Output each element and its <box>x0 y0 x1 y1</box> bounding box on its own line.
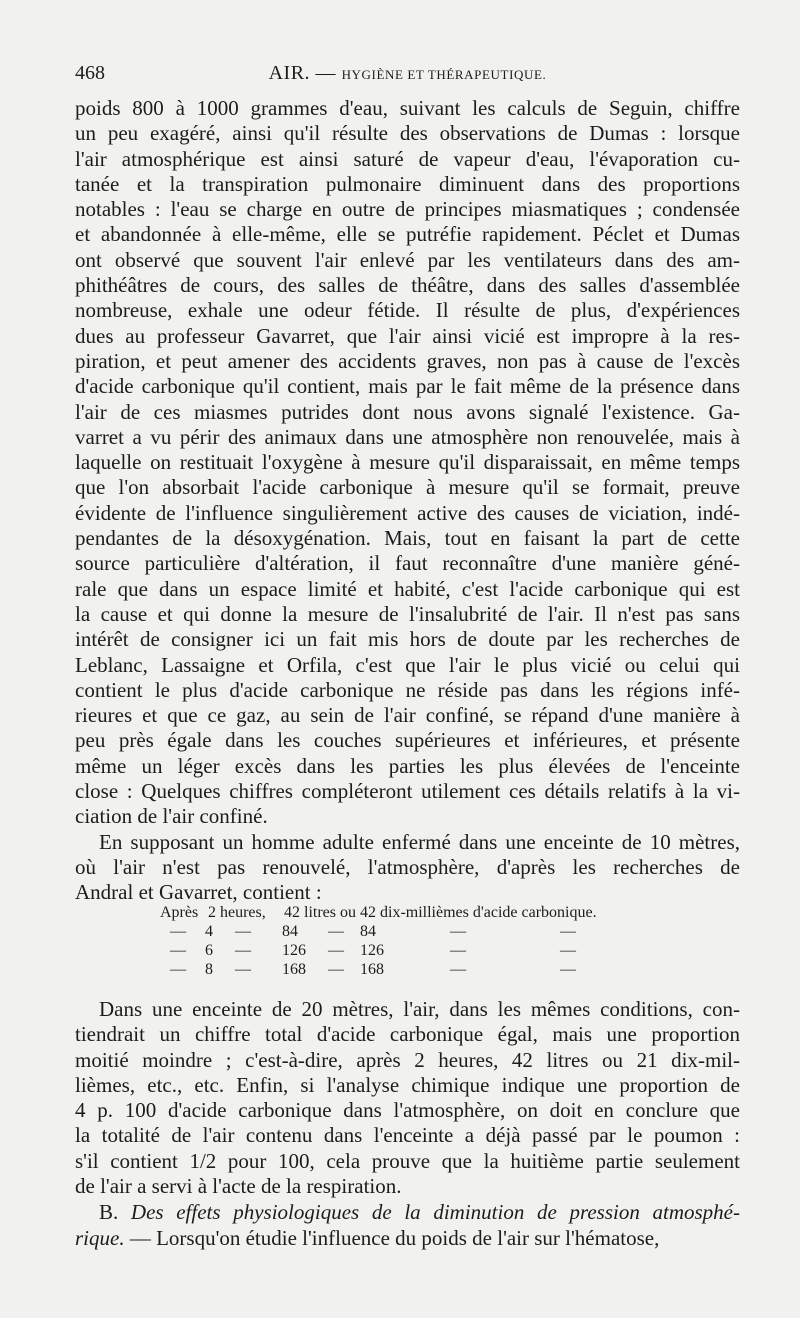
text-line: 4 p. 100 d'acide carbonique dans l'atmosphère, on doit en conclure que <box>75 1098 740 1123</box>
table-cell-d3: — <box>328 961 344 978</box>
table-cell-d1: — <box>170 961 186 978</box>
text-line: Leblanc, Lassaigne et Orfila, c'est que l'air le plus vicié ou celui qui <box>75 652 740 677</box>
text-line: et abandonnée à elle-même, elle se putréfie rapidement. Péclet et Dumas <box>75 222 740 247</box>
table-cell-litres: 126 <box>282 942 306 959</box>
text-line: même un léger excès dans les parties les plus élevées de l'enceinte <box>75 753 740 778</box>
text-line: de l'air a servi à l'acte de la respiration. <box>75 1174 402 1199</box>
text-line: ont observé que souvent l'air enlevé par les ventilateurs dans des am- <box>75 247 740 272</box>
table-cell-hours: 6 <box>205 942 213 959</box>
section-title: Des effets physiologiques de la diminution de pression atmosphé- <box>130 1200 740 1225</box>
text-line: varret a vu périr des animaux dans une atmosphère non renouvelée, mais à <box>75 424 740 449</box>
table-cell-d2: — <box>235 942 251 959</box>
text-line: pendantes de la désoxygénation. Mais, tout en faisant la part de cette <box>75 526 740 551</box>
text-line: l'air de ces miasmes putrides dont nous avons signalé l'existence. Ga- <box>75 399 740 424</box>
text-line: ciation de l'air confiné. <box>75 804 268 829</box>
table-cell-label: Après <box>160 904 199 921</box>
text-line: close : Quelques chiffres compléteront utilement ces détails relatifs à la vi- <box>75 779 740 804</box>
table-row <box>160 922 720 941</box>
text-line: moitié moindre ; c'est-à-dire, après 2 heures, 42 litres ou 21 dix-mil- <box>75 1047 740 1072</box>
text-line: s'il contient 1/2 pour 100, cela prouve que la huitième partie seulement <box>75 1148 740 1173</box>
table-cell-d2: — <box>235 923 251 940</box>
body-text <box>75 96 740 906</box>
page-number: 468 <box>75 62 105 84</box>
text-line: poids 800 à 1000 grammes d'eau, suivant les calculs de Seguin, chiffre <box>75 96 740 120</box>
table-cell-litres: 84 <box>282 923 298 940</box>
table-row <box>160 903 720 922</box>
text-line: tanée et la transpiration pulmonaire diminuent dans des proportions <box>75 171 740 196</box>
section-text: — Lorsqu'on étudie l'influence du poids de l'air sur l'hématose, <box>124 1225 660 1250</box>
running-header <box>75 62 740 88</box>
paragraph-3 <box>75 997 740 1199</box>
table-cell-hours: 2 heures, <box>208 904 266 921</box>
text-line: que l'on absorbait l'acide carbonique à mesure qu'il se formait, preuve <box>75 475 740 500</box>
table-cell-d5: — <box>560 942 576 959</box>
text-line: rale que dans un espace limité et habité, c'est l'acide carbonique qui est <box>75 576 740 601</box>
text-line: nombreuse, exhale une odeur fétide. Il résulte de plus, d'expériences <box>75 298 740 323</box>
text-line: dues au professeur Gavarret, que l'air ainsi vicié est impropre à la res- <box>75 323 740 348</box>
table-cell-value: 126 <box>360 942 384 959</box>
text-line: En supposant un homme adulte enfermé dans une enceinte de 10 mètres, <box>99 829 740 854</box>
text-line: lièmes, etc., etc. Enfin, si l'analyse chimique indique une proportion de <box>75 1072 740 1097</box>
text-line: intérêt de consigner ici un fait mis hors de doute par les recherches de <box>75 627 740 652</box>
paragraph-2 <box>75 830 740 906</box>
text-line: notables : l'eau se charge en outre de principes miasmatiques ; condensée <box>75 197 740 222</box>
text-line: Andral et Gavarret, contient : <box>75 880 322 905</box>
table-cell-hours: 4 <box>205 923 213 940</box>
table-cell-hours: 8 <box>205 961 213 978</box>
table-cell-value: 84 <box>360 923 376 940</box>
text-line: où l'air n'est pas renouvelé, l'atmosphère, d'après les recherches de <box>75 854 740 879</box>
table-cell-d3: — <box>328 923 344 940</box>
section-letter: B. <box>99 1200 119 1225</box>
table-cell-litres: 168 <box>282 961 306 978</box>
running-title <box>75 62 740 85</box>
table-body <box>160 922 720 979</box>
table-cell-d3: — <box>328 942 344 959</box>
text-line: laquelle on restituait l'oxygène à mesure qu'il disparaissait, en même temps <box>75 450 740 475</box>
text-line: contient le plus d'acide carbonique ne réside pas dans les régions infé- <box>75 677 740 702</box>
running-title-small-caps: HYGIÈNE ET THÉRAPEUTIQUE. <box>341 67 547 82</box>
text-line: l'air atmosphérique est ainsi saturé de vapeur d'eau, l'évaporation cu- <box>75 146 740 171</box>
text-line: la totalité de l'air contenu dans l'enceinte a déjà passé par le poumon : <box>75 1123 740 1148</box>
section-title-end: rique. <box>75 1225 125 1250</box>
section-b-title-line <box>75 1200 740 1225</box>
text-line: la cause et qui donne la mesure de l'insalubrité de l'air. Il n'est pas sans <box>75 601 740 626</box>
text-line: un peu exagéré, ainsi qu'il résulte des observations de Dumas : lorsque <box>75 121 740 146</box>
text-line: tiendrait un chiffre total d'acide carbonique égal, mais une proportion <box>75 1022 740 1047</box>
table-row <box>160 960 720 979</box>
table-cell-d4: — <box>450 961 466 978</box>
running-title-main: AIR. — <box>268 62 342 84</box>
table-cell-value: 168 <box>360 961 384 978</box>
table-row <box>160 941 720 960</box>
text-line: piration, et peut amener des accidents graves, non pas à cause de l'excès <box>75 348 740 373</box>
co2-table <box>160 903 720 979</box>
table-cell-litres: 42 litres ou 42 dix-millièmes d'acide carbonique. <box>284 904 597 921</box>
text-line: Dans une enceinte de 20 mètres, l'air, dans les mêmes conditions, con- <box>99 997 740 1021</box>
text-line: rieures et que ce gaz, au sein de l'air confiné, se répand d'une manière à <box>75 703 740 728</box>
table-cell-d2: — <box>235 961 251 978</box>
text-line: phithéâtres de cours, des salles de théâtre, dans des salles d'assemblée <box>75 273 740 298</box>
text-line: d'acide carbonique qu'il contient, mais par le fait même de la présence dans <box>75 374 740 399</box>
table-cell-d4: — <box>450 923 466 940</box>
table-cell-d5: — <box>560 923 576 940</box>
text-line: source particulière d'altération, il faut reconnaître d'une manière géné- <box>75 551 740 576</box>
body-text-continued <box>75 997 740 1251</box>
text-line: peu près égale dans les couches supérieures et inférieures, et présente <box>75 728 740 753</box>
text-line: évidente de l'influence singulièrement active des causes de viciation, indé- <box>75 500 740 525</box>
table-cell-d1: — <box>170 942 186 959</box>
table-cell-d4: — <box>450 942 466 959</box>
table-cell-d1: — <box>170 923 186 940</box>
table-cell-d5: — <box>560 961 576 978</box>
paragraph-1 <box>75 96 740 830</box>
section-b-text-line <box>75 1226 740 1251</box>
